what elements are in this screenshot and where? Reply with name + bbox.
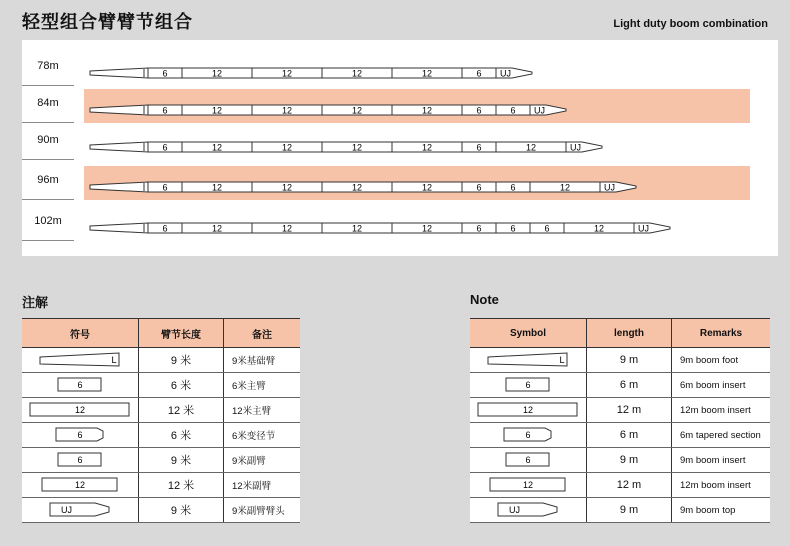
table-row <box>22 448 300 473</box>
boom-segment-insert <box>530 223 564 234</box>
boom-segment-top <box>496 68 532 79</box>
boom-segment-insert <box>392 105 462 116</box>
length-cell: 9 m <box>587 448 672 473</box>
boom-segment-insert <box>462 223 496 234</box>
segment-label: 12 <box>593 223 605 234</box>
boom-segment-insert <box>182 142 252 153</box>
remark-cell: 12米副臂 <box>224 473 301 498</box>
notes-title-cn: 注解 <box>22 295 49 310</box>
length-cell: 6 m <box>587 373 672 398</box>
segment-label: 6 <box>162 68 168 79</box>
segment-label: 12 <box>421 105 433 116</box>
length-cell: 9 m <box>587 348 672 373</box>
svg-text:6: 6 <box>77 430 83 440</box>
length-cell: 9 米 <box>139 348 224 373</box>
boom-segment-insert <box>148 182 182 193</box>
svg-text:L: L <box>559 355 565 365</box>
boom-segment-insert <box>564 223 634 234</box>
boom-segment-insert <box>496 223 530 234</box>
boom-diagram <box>90 221 674 235</box>
symbol-cell <box>22 473 139 498</box>
taper6-symbol-icon <box>503 427 553 443</box>
remark-cell: 9米副臂 <box>224 448 301 473</box>
notes-title-en: Note <box>470 292 499 307</box>
boom-segment-insert <box>462 68 496 79</box>
svg-text:6: 6 <box>77 380 83 390</box>
symbol-cell <box>22 423 139 448</box>
segment-label: 12 <box>421 68 433 79</box>
segment-label: 12 <box>211 182 223 193</box>
boom-segment-insert <box>322 223 392 234</box>
boom-svg <box>90 180 640 194</box>
symbol-cell <box>470 373 587 398</box>
remark-cell: 6m boom insert <box>672 373 771 398</box>
segment-label: 6 <box>476 105 482 116</box>
remark-cell: 6m tapered section <box>672 423 771 448</box>
row-divider <box>22 159 74 160</box>
table-row <box>470 473 770 498</box>
box6-symbol-icon <box>57 377 103 393</box>
table-row <box>22 473 300 498</box>
boom-segment-insert <box>530 182 600 193</box>
table-row <box>22 498 300 523</box>
box12-symbol-icon <box>29 402 131 418</box>
segment-label: UJ <box>604 182 615 193</box>
segment-label: 12 <box>211 105 223 116</box>
boom-segment-top <box>600 182 636 193</box>
segment-label: 6 <box>544 223 550 234</box>
combination-length: 102m <box>34 215 62 227</box>
boom-diagram <box>90 66 536 80</box>
page-title-en: Light duty boom combination <box>613 18 768 30</box>
symbol-cell <box>22 498 139 523</box>
boom-segment-insert <box>322 182 392 193</box>
table-row <box>470 398 770 423</box>
boom-segment-insert <box>182 182 252 193</box>
svg-text:6: 6 <box>525 455 531 465</box>
foot-symbol-icon <box>487 352 569 368</box>
segment-label: 6 <box>162 142 168 153</box>
column-header: Remarks <box>672 319 771 348</box>
boom-segment-insert <box>252 105 322 116</box>
taper6-symbol-icon <box>55 427 105 443</box>
segment-label: 6 <box>510 105 516 116</box>
boom-segment-foot <box>90 142 148 152</box>
box9-symbol-icon <box>505 452 551 468</box>
symbol-cell <box>22 398 139 423</box>
table-row <box>22 398 300 423</box>
segment-label: 12 <box>351 142 363 153</box>
segment-label: 12 <box>351 182 363 193</box>
segment-label: 12 <box>281 142 293 153</box>
symbol-cell <box>470 348 587 373</box>
combination-length: 96m <box>37 174 59 186</box>
segment-label: 6 <box>476 142 482 153</box>
segment-label: 12 <box>421 142 433 153</box>
combination-row <box>22 203 778 241</box>
boom-svg <box>90 140 606 154</box>
table-row <box>470 348 770 373</box>
segment-label: 12 <box>211 142 223 153</box>
boom-segment-insert <box>392 142 462 153</box>
column-header: 符号 <box>22 319 139 348</box>
segment-label: 12 <box>281 182 293 193</box>
boom-segment-insert <box>322 105 392 116</box>
boom-diagram <box>90 103 570 117</box>
top-symbol-icon <box>497 502 559 518</box>
boom-segment-insert <box>496 142 566 153</box>
svg-text:UJ: UJ <box>61 505 72 515</box>
boom-segment-insert <box>322 68 392 79</box>
box6-symbol-icon <box>505 377 551 393</box>
segment-label: 6 <box>510 223 516 234</box>
segment-label: 12 <box>281 68 293 79</box>
boom-segment-insert <box>148 223 182 234</box>
svg-text:12: 12 <box>74 405 86 415</box>
segment-label: 12 <box>559 182 571 193</box>
table-row <box>22 373 300 398</box>
length-cell: 12 m <box>587 473 672 498</box>
boom-segment-foot <box>90 68 148 78</box>
segment-label: UJ <box>570 142 581 153</box>
symbol-cell <box>470 473 587 498</box>
box12-symbol-icon <box>477 402 579 418</box>
segment-label: 12 <box>421 223 433 234</box>
segment-label: 12 <box>351 223 363 234</box>
length-cell: 12 米 <box>139 398 224 423</box>
remark-cell: 6米主臂 <box>224 373 301 398</box>
svg-text:6: 6 <box>525 380 531 390</box>
box12b-symbol-icon <box>489 477 567 493</box>
segment-label: 12 <box>351 68 363 79</box>
length-cell: 12 米 <box>139 473 224 498</box>
boom-segment-insert <box>148 142 182 153</box>
segment-label: 12 <box>351 105 363 116</box>
svg-text:L: L <box>111 355 117 365</box>
combination-length: 84m <box>37 97 59 109</box>
boom-segment-insert <box>462 182 496 193</box>
combination-row <box>22 162 778 200</box>
remark-cell: 9m boom top <box>672 498 771 523</box>
boom-segment-insert <box>182 68 252 79</box>
svg-text:12: 12 <box>522 480 534 490</box>
svg-text:6: 6 <box>525 430 531 440</box>
segment-label: 6 <box>510 182 516 193</box>
segment-label: 12 <box>525 142 537 153</box>
segment-label: 6 <box>476 68 482 79</box>
boom-segment-insert <box>252 182 322 193</box>
length-cell: 6 米 <box>139 423 224 448</box>
segment-label: 12 <box>211 223 223 234</box>
length-cell: 6 m <box>587 423 672 448</box>
segment-label: 12 <box>281 223 293 234</box>
length-cell: 6 米 <box>139 373 224 398</box>
boom-combination-panel <box>22 40 778 256</box>
boom-segment-insert <box>148 105 182 116</box>
remark-cell: 9米基础臂 <box>224 348 301 373</box>
length-cell: 9 m <box>587 498 672 523</box>
legend-table-en <box>470 318 770 523</box>
segment-label: 6 <box>162 182 168 193</box>
remark-cell: 9米副臂臂头 <box>224 498 301 523</box>
boom-segment-insert <box>252 142 322 153</box>
segment-label: 6 <box>162 105 168 116</box>
segment-label: 6 <box>476 182 482 193</box>
segment-label: 12 <box>421 182 433 193</box>
segment-label: 12 <box>211 68 223 79</box>
combination-length: 78m <box>37 60 59 72</box>
svg-text:12: 12 <box>522 405 534 415</box>
table-row <box>470 423 770 448</box>
segment-label: 6 <box>162 223 168 234</box>
boom-segment-foot <box>90 105 148 115</box>
segment-label: UJ <box>500 68 511 79</box>
boom-segment-insert <box>392 223 462 234</box>
segment-label: UJ <box>534 105 545 116</box>
column-header: length <box>587 319 672 348</box>
boom-segment-insert <box>148 68 182 79</box>
boom-segment-top <box>530 105 566 116</box>
symbol-cell <box>470 498 587 523</box>
remark-cell: 12米主臂 <box>224 398 301 423</box>
boom-segment-insert <box>496 182 530 193</box>
length-cell: 12 m <box>587 398 672 423</box>
combination-row <box>22 122 778 160</box>
symbol-cell <box>22 348 139 373</box>
column-header: 臂节长度 <box>139 319 224 348</box>
boom-segment-insert <box>496 105 530 116</box>
svg-text:UJ: UJ <box>509 505 520 515</box>
boom-segment-top <box>634 223 670 234</box>
page-title-cn: 轻型组合臂臂节组合 <box>22 12 193 32</box>
remark-cell: 9m boom insert <box>672 448 771 473</box>
table-row <box>470 498 770 523</box>
legend-table-cn <box>22 318 300 523</box>
boom-svg <box>90 221 674 235</box>
boom-segment-insert <box>392 182 462 193</box>
table-row <box>470 448 770 473</box>
length-cell: 9 米 <box>139 448 224 473</box>
svg-text:12: 12 <box>74 480 86 490</box>
row-divider <box>22 240 74 241</box>
top-symbol-icon <box>49 502 111 518</box>
boom-segment-insert <box>182 223 252 234</box>
boom-segment-top <box>566 142 602 153</box>
segment-label: 12 <box>281 105 293 116</box>
symbol-cell <box>470 423 587 448</box>
boom-segment-insert <box>252 223 322 234</box>
symbol-cell <box>470 398 587 423</box>
column-header: Symbol <box>470 319 587 348</box>
svg-text:6: 6 <box>77 455 83 465</box>
remark-cell: 12m boom insert <box>672 473 771 498</box>
boom-segment-foot <box>90 223 148 233</box>
remark-cell: 12m boom insert <box>672 398 771 423</box>
boom-svg <box>90 66 536 80</box>
table-row <box>22 423 300 448</box>
foot-symbol-icon <box>39 352 121 368</box>
boom-diagram <box>90 140 606 154</box>
remark-cell: 9m boom foot <box>672 348 771 373</box>
boom-segment-insert <box>462 142 496 153</box>
remark-cell: 6米变径节 <box>224 423 301 448</box>
symbol-cell <box>470 448 587 473</box>
segment-label: 6 <box>476 223 482 234</box>
boom-segment-insert <box>462 105 496 116</box>
column-header: 备注 <box>224 319 301 348</box>
combination-row <box>22 48 778 86</box>
box12b-symbol-icon <box>41 477 119 493</box>
table-row <box>470 373 770 398</box>
row-divider <box>22 199 74 200</box>
symbol-cell <box>22 448 139 473</box>
segment-label: UJ <box>638 223 649 234</box>
combination-length: 90m <box>37 134 59 146</box>
boom-segment-insert <box>322 142 392 153</box>
boom-segment-insert <box>182 105 252 116</box>
table-row <box>22 348 300 373</box>
combination-row <box>22 85 778 123</box>
length-cell: 9 米 <box>139 498 224 523</box>
boom-segment-insert <box>392 68 462 79</box>
boom-svg <box>90 103 570 117</box>
box9-symbol-icon <box>57 452 103 468</box>
boom-segment-foot <box>90 182 148 192</box>
symbol-cell <box>22 373 139 398</box>
boom-diagram <box>90 180 640 194</box>
boom-segment-insert <box>252 68 322 79</box>
